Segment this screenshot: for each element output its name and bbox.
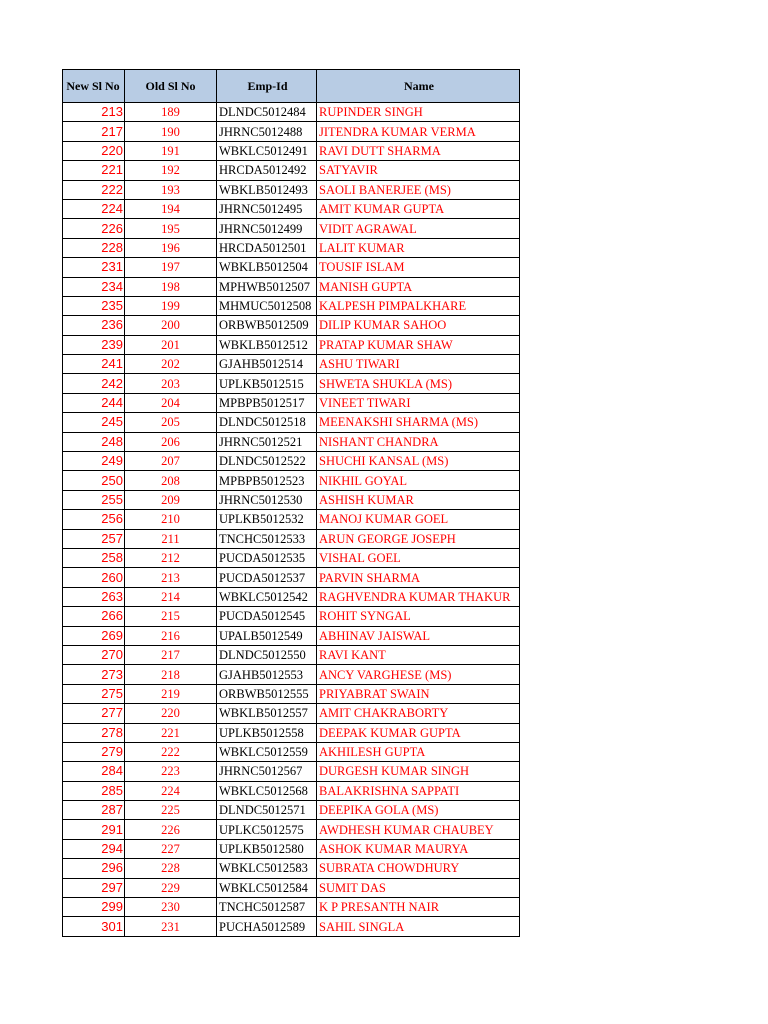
cell-name: AWDHESH KUMAR CHAUBEY — [317, 820, 520, 839]
cell-emp-id: PUCDA5012537 — [217, 568, 317, 587]
table-row — [63, 103, 520, 122]
cell-name: SUBRATA CHOWDHURY — [317, 859, 520, 878]
cell-name: ASHU TIWARI — [317, 355, 520, 374]
table-row — [63, 471, 520, 490]
cell-name: DILIP KUMAR SAHOO — [317, 316, 520, 335]
cell-name: AKHILESH GUPTA — [317, 742, 520, 761]
table-row — [63, 878, 520, 897]
cell-old-sl-no: 214 — [125, 587, 217, 606]
cell-emp-id: PUCHA5012589 — [217, 917, 317, 936]
table-row — [63, 219, 520, 238]
cell-name: VINEET TIWARI — [317, 393, 520, 412]
cell-name: DEEPAK KUMAR GUPTA — [317, 723, 520, 742]
cell-name: SATYAVIR — [317, 161, 520, 180]
cell-old-sl-no: 220 — [125, 704, 217, 723]
cell-name: DEEPIKA GOLA (MS) — [317, 801, 520, 820]
cell-new-sl-no: 239 — [63, 335, 125, 354]
cell-emp-id: MPHWB5012507 — [217, 277, 317, 296]
cell-old-sl-no: 223 — [125, 762, 217, 781]
cell-old-sl-no: 215 — [125, 607, 217, 626]
cell-name: LALIT KUMAR — [317, 238, 520, 257]
cell-emp-id: DLNDC5012550 — [217, 645, 317, 664]
cell-emp-id: JHRNC5012521 — [217, 432, 317, 451]
table-row — [63, 529, 520, 548]
cell-emp-id: UPALB5012549 — [217, 626, 317, 645]
cell-old-sl-no: 216 — [125, 626, 217, 645]
table-row — [63, 587, 520, 606]
table-row — [63, 781, 520, 800]
cell-old-sl-no: 211 — [125, 529, 217, 548]
cell-new-sl-no: 294 — [63, 839, 125, 858]
cell-new-sl-no: 244 — [63, 393, 125, 412]
header-row — [63, 70, 520, 103]
cell-name: MANISH GUPTA — [317, 277, 520, 296]
cell-old-sl-no: 202 — [125, 355, 217, 374]
cell-emp-id: HRCDA5012492 — [217, 161, 317, 180]
cell-emp-id: GJAHB5012514 — [217, 355, 317, 374]
cell-old-sl-no: 197 — [125, 258, 217, 277]
table-row — [63, 393, 520, 412]
cell-emp-id: WBKLC5012491 — [217, 141, 317, 160]
cell-name: PRIYABRAT SWAIN — [317, 684, 520, 703]
cell-name: DURGESH KUMAR SINGH — [317, 762, 520, 781]
cell-new-sl-no: 242 — [63, 374, 125, 393]
cell-new-sl-no: 258 — [63, 548, 125, 567]
cell-new-sl-no: 284 — [63, 762, 125, 781]
table-row — [63, 898, 520, 917]
cell-emp-id: TNCHC5012587 — [217, 898, 317, 917]
table-row — [63, 548, 520, 567]
table-row — [63, 413, 520, 432]
cell-name: NIKHIL GOYAL — [317, 471, 520, 490]
table-row — [63, 316, 520, 335]
table-row — [63, 801, 520, 820]
cell-name: SAOLI BANERJEE (MS) — [317, 180, 520, 199]
cell-name: ABHINAV JAISWAL — [317, 626, 520, 645]
cell-name: MANOJ KUMAR GOEL — [317, 510, 520, 529]
table-row — [63, 277, 520, 296]
cell-old-sl-no: 199 — [125, 296, 217, 315]
employee-table — [62, 69, 520, 937]
cell-emp-id: WBKLC5012568 — [217, 781, 317, 800]
cell-new-sl-no: 266 — [63, 607, 125, 626]
cell-new-sl-no: 248 — [63, 432, 125, 451]
header-old-sl-no: Old Sl No — [125, 70, 217, 103]
cell-new-sl-no: 220 — [63, 141, 125, 160]
table-row — [63, 665, 520, 684]
cell-old-sl-no: 224 — [125, 781, 217, 800]
cell-old-sl-no: 189 — [125, 103, 217, 122]
cell-name: ANCY VARGHESE (MS) — [317, 665, 520, 684]
cell-old-sl-no: 204 — [125, 393, 217, 412]
cell-new-sl-no: 257 — [63, 529, 125, 548]
table-row — [63, 374, 520, 393]
cell-old-sl-no: 192 — [125, 161, 217, 180]
cell-old-sl-no: 225 — [125, 801, 217, 820]
table-row — [63, 335, 520, 354]
cell-emp-id: WBKLC5012559 — [217, 742, 317, 761]
cell-new-sl-no: 226 — [63, 219, 125, 238]
cell-emp-id: WBKLB5012512 — [217, 335, 317, 354]
cell-new-sl-no: 250 — [63, 471, 125, 490]
cell-name: KALPESH PIMPALKHARE — [317, 296, 520, 315]
cell-new-sl-no: 301 — [63, 917, 125, 936]
cell-new-sl-no: 228 — [63, 238, 125, 257]
cell-new-sl-no: 270 — [63, 645, 125, 664]
table-row — [63, 258, 520, 277]
table-row — [63, 452, 520, 471]
cell-new-sl-no: 296 — [63, 859, 125, 878]
cell-emp-id: JHRNC5012488 — [217, 122, 317, 141]
cell-name: SHWETA SHUKLA (MS) — [317, 374, 520, 393]
table-row — [63, 839, 520, 858]
cell-new-sl-no: 231 — [63, 258, 125, 277]
cell-name: PRATAP KUMAR SHAW — [317, 335, 520, 354]
cell-new-sl-no: 275 — [63, 684, 125, 703]
cell-name: RUPINDER SINGH — [317, 103, 520, 122]
cell-new-sl-no: 279 — [63, 742, 125, 761]
cell-old-sl-no: 219 — [125, 684, 217, 703]
cell-old-sl-no: 213 — [125, 568, 217, 587]
table-row — [63, 645, 520, 664]
cell-name: PARVIN SHARMA — [317, 568, 520, 587]
cell-old-sl-no: 205 — [125, 413, 217, 432]
cell-old-sl-no: 193 — [125, 180, 217, 199]
table-row — [63, 820, 520, 839]
header-name: Name — [317, 70, 520, 103]
cell-old-sl-no: 222 — [125, 742, 217, 761]
cell-emp-id: MHMUC5012508 — [217, 296, 317, 315]
cell-emp-id: DLNDC5012571 — [217, 801, 317, 820]
table-row — [63, 141, 520, 160]
cell-new-sl-no: 291 — [63, 820, 125, 839]
cell-new-sl-no: 249 — [63, 452, 125, 471]
cell-name: VISHAL GOEL — [317, 548, 520, 567]
cell-old-sl-no: 203 — [125, 374, 217, 393]
cell-new-sl-no: 217 — [63, 122, 125, 141]
cell-new-sl-no: 234 — [63, 277, 125, 296]
cell-old-sl-no: 212 — [125, 548, 217, 567]
table-row — [63, 704, 520, 723]
cell-name: JITENDRA KUMAR VERMA — [317, 122, 520, 141]
cell-old-sl-no: 231 — [125, 917, 217, 936]
table-row — [63, 917, 520, 936]
cell-emp-id: PUCDA5012535 — [217, 548, 317, 567]
cell-name: RAGHVENDRA KUMAR THAKUR — [317, 587, 520, 606]
cell-emp-id: TNCHC5012533 — [217, 529, 317, 548]
cell-new-sl-no: 273 — [63, 665, 125, 684]
cell-emp-id: UPLKB5012532 — [217, 510, 317, 529]
cell-new-sl-no: 287 — [63, 801, 125, 820]
cell-emp-id: WBKLB5012504 — [217, 258, 317, 277]
table-row — [63, 723, 520, 742]
cell-old-sl-no: 195 — [125, 219, 217, 238]
cell-name: MEENAKSHI SHARMA (MS) — [317, 413, 520, 432]
cell-name: NISHANT CHANDRA — [317, 432, 520, 451]
cell-name: ROHIT SYNGAL — [317, 607, 520, 626]
table-row — [63, 122, 520, 141]
table-row — [63, 568, 520, 587]
cell-new-sl-no: 260 — [63, 568, 125, 587]
cell-emp-id: JHRNC5012567 — [217, 762, 317, 781]
cell-old-sl-no: 221 — [125, 723, 217, 742]
cell-old-sl-no: 218 — [125, 665, 217, 684]
table-row — [63, 859, 520, 878]
cell-emp-id: DLNDC5012518 — [217, 413, 317, 432]
cell-name: ARUN GEORGE JOSEPH — [317, 529, 520, 548]
table-row — [63, 510, 520, 529]
cell-new-sl-no: 235 — [63, 296, 125, 315]
header-emp-id: Emp-Id — [217, 70, 317, 103]
cell-name: ASHISH KUMAR — [317, 490, 520, 509]
cell-old-sl-no: 207 — [125, 452, 217, 471]
cell-name: VIDIT AGRAWAL — [317, 219, 520, 238]
cell-old-sl-no: 226 — [125, 820, 217, 839]
cell-emp-id: ORBWB5012555 — [217, 684, 317, 703]
cell-old-sl-no: 217 — [125, 645, 217, 664]
cell-emp-id: WBKLC5012584 — [217, 878, 317, 897]
cell-name: AMIT CHAKRABORTY — [317, 704, 520, 723]
cell-new-sl-no: 278 — [63, 723, 125, 742]
table-row — [63, 490, 520, 509]
table-row — [63, 296, 520, 315]
cell-name: ASHOK KUMAR MAURYA — [317, 839, 520, 858]
cell-old-sl-no: 194 — [125, 199, 217, 218]
cell-new-sl-no: 221 — [63, 161, 125, 180]
cell-new-sl-no: 241 — [63, 355, 125, 374]
cell-old-sl-no: 198 — [125, 277, 217, 296]
cell-name: SHUCHI KANSAL (MS) — [317, 452, 520, 471]
cell-emp-id: WBKLB5012557 — [217, 704, 317, 723]
cell-old-sl-no: 208 — [125, 471, 217, 490]
table-row — [63, 199, 520, 218]
cell-emp-id: MPBPB5012517 — [217, 393, 317, 412]
cell-old-sl-no: 230 — [125, 898, 217, 917]
table-row — [63, 180, 520, 199]
cell-old-sl-no: 201 — [125, 335, 217, 354]
table-row — [63, 626, 520, 645]
cell-name: SUMIT DAS — [317, 878, 520, 897]
cell-emp-id: WBKLC5012583 — [217, 859, 317, 878]
cell-new-sl-no: 299 — [63, 898, 125, 917]
cell-new-sl-no: 213 — [63, 103, 125, 122]
table-row — [63, 238, 520, 257]
table-row — [63, 432, 520, 451]
cell-old-sl-no: 209 — [125, 490, 217, 509]
cell-old-sl-no: 227 — [125, 839, 217, 858]
table-row — [63, 742, 520, 761]
cell-emp-id: PUCDA5012545 — [217, 607, 317, 626]
cell-emp-id: UPLKB5012580 — [217, 839, 317, 858]
cell-new-sl-no: 222 — [63, 180, 125, 199]
cell-new-sl-no: 269 — [63, 626, 125, 645]
cell-emp-id: ORBWB5012509 — [217, 316, 317, 335]
cell-old-sl-no: 210 — [125, 510, 217, 529]
cell-new-sl-no: 277 — [63, 704, 125, 723]
table-row — [63, 607, 520, 626]
cell-name: BALAKRISHNA SAPPATI — [317, 781, 520, 800]
cell-new-sl-no: 245 — [63, 413, 125, 432]
cell-old-sl-no: 228 — [125, 859, 217, 878]
cell-old-sl-no: 200 — [125, 316, 217, 335]
cell-name: TOUSIF ISLAM — [317, 258, 520, 277]
cell-emp-id: UPLKB5012558 — [217, 723, 317, 742]
cell-emp-id: WBKLC5012542 — [217, 587, 317, 606]
cell-emp-id: DLNDC5012484 — [217, 103, 317, 122]
table-body — [63, 103, 520, 937]
table-row — [63, 355, 520, 374]
cell-old-sl-no: 190 — [125, 122, 217, 141]
cell-emp-id: JHRNC5012499 — [217, 219, 317, 238]
header-new-sl-no: New Sl No — [63, 70, 125, 103]
table-row — [63, 762, 520, 781]
cell-new-sl-no: 297 — [63, 878, 125, 897]
cell-name: K P PRESANTH NAIR — [317, 898, 520, 917]
cell-emp-id: GJAHB5012553 — [217, 665, 317, 684]
cell-emp-id: JHRNC5012495 — [217, 199, 317, 218]
cell-old-sl-no: 196 — [125, 238, 217, 257]
cell-emp-id: UPLKC5012575 — [217, 820, 317, 839]
cell-name: SAHIL SINGLA — [317, 917, 520, 936]
cell-new-sl-no: 236 — [63, 316, 125, 335]
cell-name: RAVI KANT — [317, 645, 520, 664]
cell-emp-id: HRCDA5012501 — [217, 238, 317, 257]
cell-emp-id: UPLKB5012515 — [217, 374, 317, 393]
cell-name: RAVI DUTT SHARMA — [317, 141, 520, 160]
cell-emp-id: DLNDC5012522 — [217, 452, 317, 471]
cell-new-sl-no: 224 — [63, 199, 125, 218]
cell-new-sl-no: 256 — [63, 510, 125, 529]
table-row — [63, 684, 520, 703]
cell-old-sl-no: 206 — [125, 432, 217, 451]
cell-new-sl-no: 263 — [63, 587, 125, 606]
cell-emp-id: WBKLB5012493 — [217, 180, 317, 199]
table-row — [63, 161, 520, 180]
cell-old-sl-no: 191 — [125, 141, 217, 160]
cell-new-sl-no: 255 — [63, 490, 125, 509]
cell-emp-id: JHRNC5012530 — [217, 490, 317, 509]
cell-name: AMIT KUMAR GUPTA — [317, 199, 520, 218]
cell-new-sl-no: 285 — [63, 781, 125, 800]
cell-emp-id: MPBPB5012523 — [217, 471, 317, 490]
cell-old-sl-no: 229 — [125, 878, 217, 897]
